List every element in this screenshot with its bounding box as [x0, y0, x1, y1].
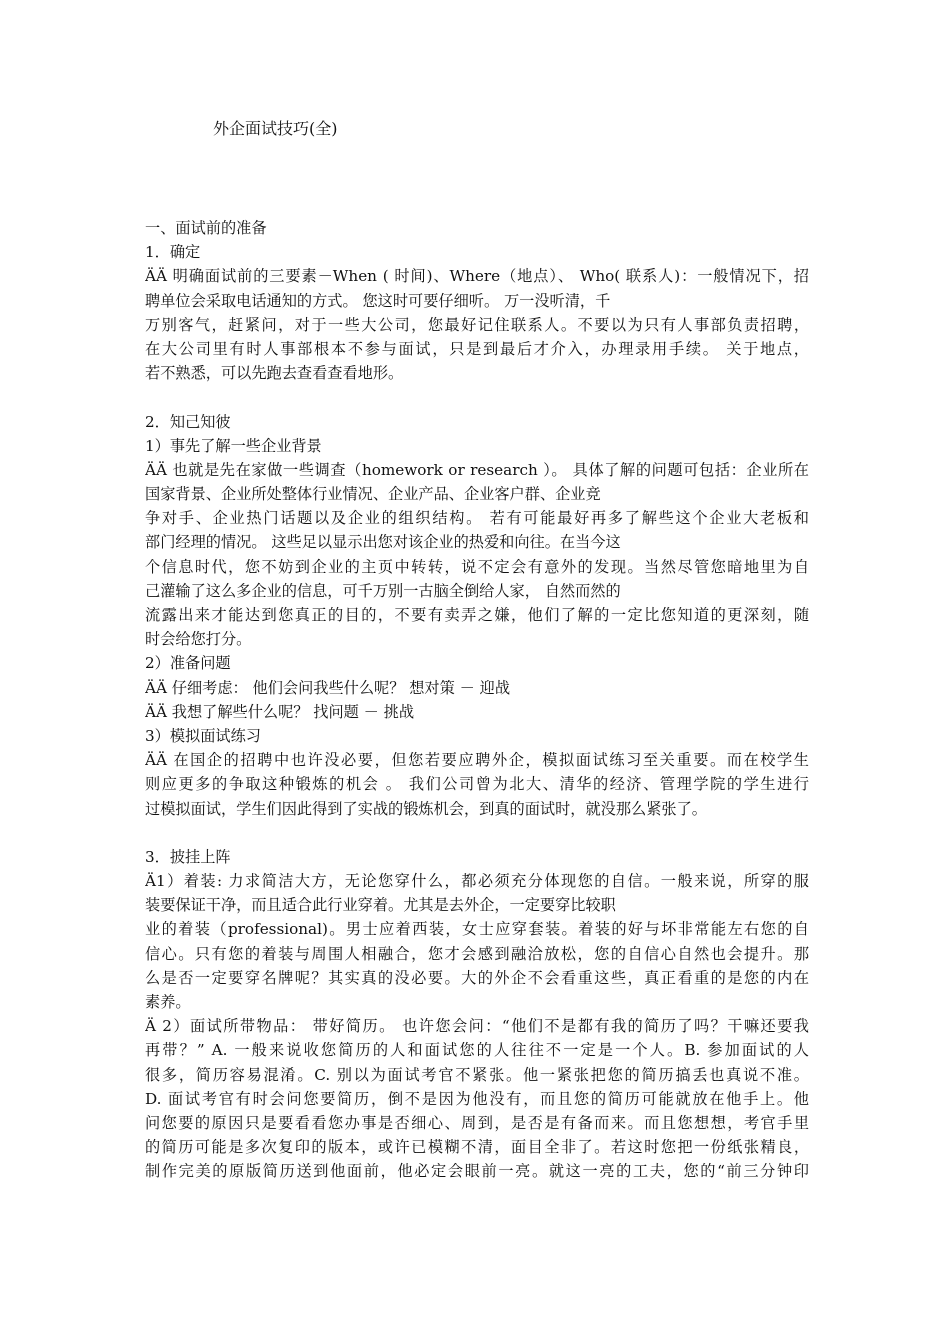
text-line: 流露出来才能达到您真正的目的，不要有卖弄之嫌，他们了解的一定比您知道的更深刻，随: [145, 606, 809, 624]
document-body: [145, 216, 809, 1184]
text-line: 若不熟悉，可以先跑去查看查看地形。: [145, 364, 404, 383]
text-line: 时会给您打分。: [145, 630, 252, 649]
text-line: 则应更多的争取这种锻炼的机会 。 我们公司曾为北大、清华的经济、管理学院的学生进行: [145, 775, 809, 794]
text-line: 素养。: [145, 993, 191, 1011]
text-line: Ä1）着装: 力求简洁大方，无论您穿什么，都必须充分体现您的自信。一般来说，所穿的服: [145, 872, 809, 891]
text-line: ÄÄ 在国企的招聘中也许没必要，但您若要应聘外企，模拟面试练习至关重要。而在校学生: [145, 751, 809, 770]
text-line: 个信息时代，您不妨到企业的主页中转转，说不定会有意外的发现。当然尽管您暗地里为自: [145, 557, 809, 576]
text-line: 万别客气，赶紧问，对于一些大公司，您最好记住联系人。不要以为只有人事部负责招聘，: [145, 315, 809, 334]
text-line: 过模拟面试，学生们因此得到了实战的锻炼机会，到真的面试时，就没那么紧张了。: [145, 799, 707, 818]
text-line: 很多，简历容易混淆。C. 别以为面试考官不紧张。他一紧张把您的简历搞丢也真说不准。: [145, 1065, 809, 1084]
text-line: 装要保证干净，而且适合此行业穿着。尤其是去外企，一定要穿比较职: [145, 896, 616, 915]
text-line: 1．确定: [145, 243, 201, 262]
text-line: 再带？” A. 一般来说收您简历的人和面试您的人往往不一定是一个人。B. 参加面试的人: [145, 1041, 809, 1060]
text-line: D. 面试考官有时会问您要简历，倒不是因为他没有，而且您的简历可能就放在他手上。他: [145, 1089, 809, 1108]
text-line: 聘单位会采取电话通知的方式。 您这时可要仔细听。 万一没听清，千: [145, 291, 611, 310]
text-line: 问您要的原因只是要看看您办事是否细心、周到，是否是有备而来。而且您想想，考官手里: [145, 1113, 809, 1132]
paragraph-gap: [145, 385, 809, 409]
text-line: ÄÄ 我想了解些什么呢？ 找问题 － 挑战: [145, 702, 415, 721]
text-line: 3）模拟面试练习: [145, 726, 261, 745]
text-line: 信心。只有您的着装与周围人相融合，您才会感到融洽放松，您的自信心自然也会提升。那: [145, 944, 809, 963]
text-line: 业的着装（professional)。男士应着西装，女士应穿套装。着装的好与坏非常能左右您的自: [145, 920, 809, 939]
document-title: 外企面试技巧(全): [213, 119, 338, 138]
text-line: 的简历可能是多次复印的版本，或许已模糊不清，面目全非了。若这时您把一份纸张精良，: [145, 1138, 809, 1157]
text-line: 制作完美的原版简历送到他面前，他必定会眼前一亮。就这一亮的工夫，您的“前三分钟印: [145, 1162, 809, 1181]
text-line: 一、面试前的准备: [145, 219, 267, 237]
text-line: 国家背景、企业所处整体行业情况、企业产品、企业客户群、企业竞: [145, 485, 601, 504]
text-line: ÄÄ 仔细考虑： 他们会问我些什么呢？ 想对策 － 迎战: [145, 678, 511, 697]
text-line: 1）事先了解一些企业背景: [145, 436, 322, 455]
paragraph-gap: [145, 821, 809, 845]
text-line: Ä 2）面试所带物品： 带好简历。 也许您会问：“他们不是都有我的简历了吗？干嘛还要我: [145, 1017, 809, 1036]
text-line: ÄÄ 明确面试前的三要素－When ( 时间)、Where（地点）、 Who( 联系人)：一般情况下，招: [145, 267, 809, 286]
text-line: 么是否一定要穿名牌呢？其实真的没必要。大的外企不会看重这些，真正看重的是您的内在: [145, 968, 809, 987]
text-line: 2）准备问题: [145, 654, 231, 673]
text-line: 争对手、企业热门话题以及企业的组织结构。 若有可能最好再多了解些这个企业大老板和: [145, 509, 809, 528]
text-line: 己灌输了这么多企业的信息，可千万别一古脑全倒给人家， 自然而然的: [145, 581, 621, 600]
text-line: 在大公司里有时人事部根本不参与面试，只是到最后才介入，办理录用手续。 关于地点，: [145, 339, 809, 358]
text-line: 3．披挂上阵: [145, 847, 231, 866]
text-line: 部门经理的情况。 这些足以显示出您对该企业的热爱和向往。在当今这: [145, 533, 621, 552]
text-line: ÄÄ 也就是先在家做一些调查（homework or research ）。 具体了解的问题可包括：企业所在: [145, 460, 809, 479]
text-line: 2．知己知彼: [145, 412, 231, 431]
